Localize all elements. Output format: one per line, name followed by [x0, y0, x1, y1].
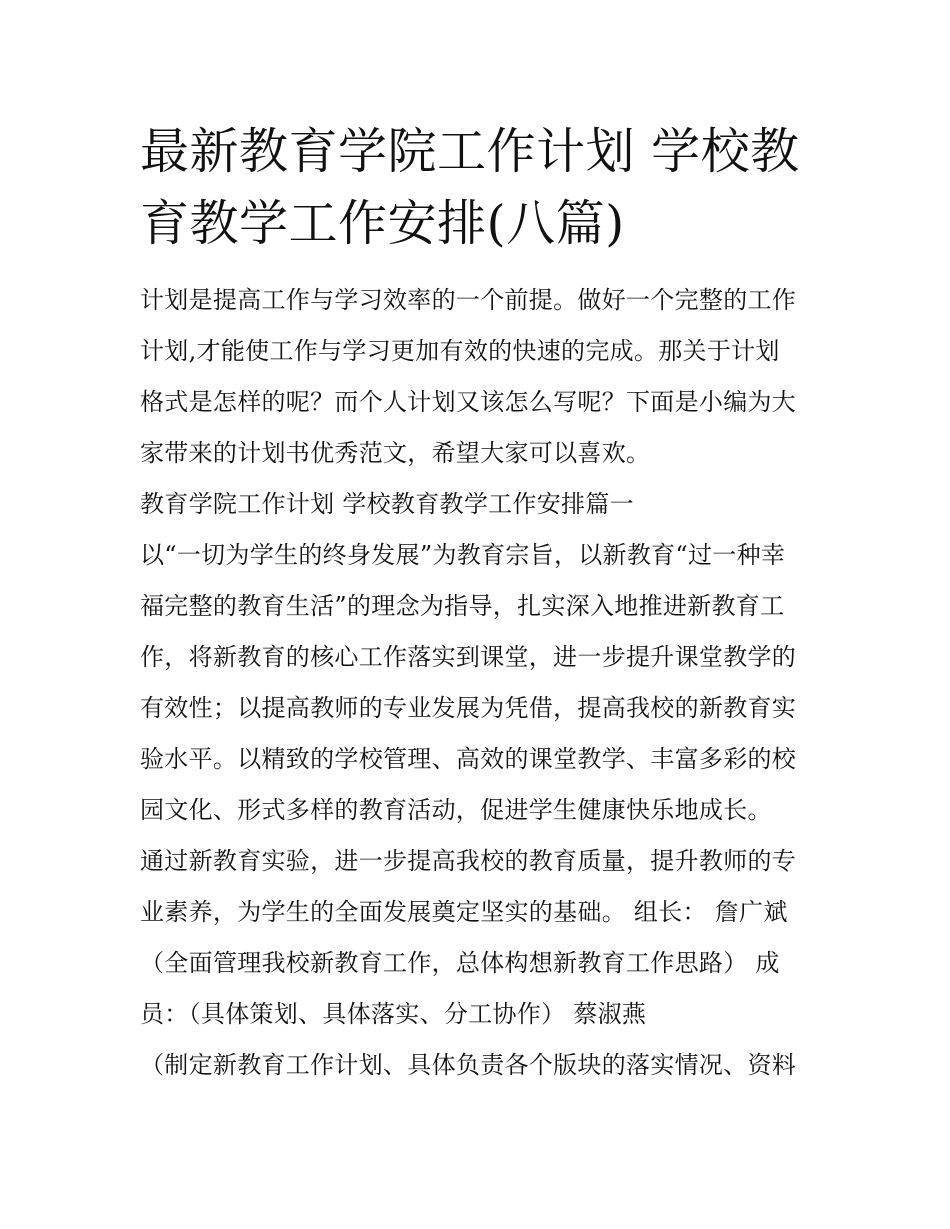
text-line: 福完整的教育生活”的理念为指导，扎实深入地推进新教育工	[140, 592, 785, 620]
text-line: 计划,才能使工作与学习更加有效的快速的完成。那关于计划	[140, 337, 780, 365]
text-line: 通过新教育实验，进一步提高我校的教育质量，提升教师的专	[140, 847, 797, 875]
text-line: 业素养，为学生的全面发展奠定坚实的基础。 组长： 詹广斌	[140, 898, 788, 926]
text-line: 计划是提高工作与学习效率的一个前提。做好一个完整的工作	[140, 286, 797, 314]
text-line: 园文化、形式多样的教育活动，促进学生健康快乐地成长。	[140, 796, 772, 824]
text-line: 验水平。以精致的学校管理、高效的课堂教学、丰富多彩的校	[140, 745, 797, 773]
text-line: 员：（具体策划、具体落实、分工协作） 蔡淑燕	[140, 1000, 647, 1028]
title-line-2: 育教学工作安排(八篇)	[140, 195, 625, 252]
text-line: （制定新教育工作计划、具体负责各个版块的落实情况、资料	[140, 1051, 797, 1079]
text-line: 有效性；以提高教师的专业发展为凭借，提高我校的新教育实	[140, 694, 797, 722]
text-line: 以“一切为学生的终身发展”为教育宗旨，以新教育“过一种幸	[140, 541, 786, 569]
document-title	[140, 116, 820, 260]
text-line: （全面管理我校新教育工作，总体构想新教育工作思路） 成	[140, 949, 780, 977]
text-line: 作，将新教育的核心工作落实到课堂，进一步提升课堂教学的	[140, 643, 797, 671]
title-line-1: 最新教育学院工作计划 学校教	[140, 123, 800, 180]
text-line: 格式是怎样的呢？而个人计划又该怎么写呢？下面是小编为大	[140, 388, 797, 416]
section-heading: 教育学院工作计划 学校教育教学工作安排篇一	[140, 490, 634, 518]
text-line: 家带来的计划书优秀范文，希望大家可以喜欢。	[140, 439, 651, 467]
